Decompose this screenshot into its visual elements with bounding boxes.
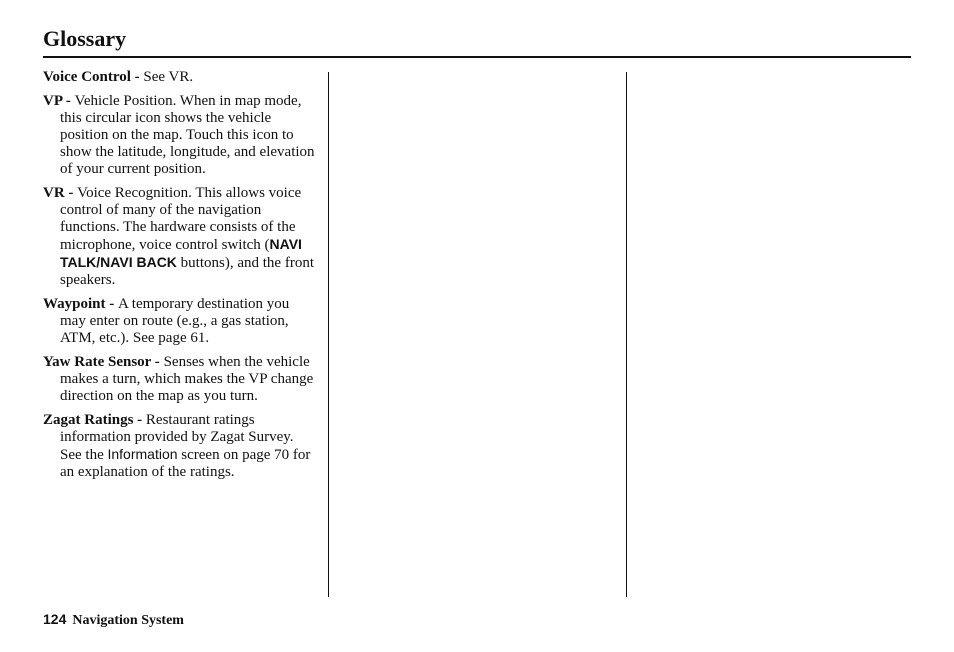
glossary-entry-vr [43,185,315,289]
entry-text: screen on page 70 for an explanation of the ratings. [60,447,311,480]
entry-term: Zagat Ratings - [43,412,146,428]
information-screen-label: Information [107,446,178,462]
glossary-entry-yaw-rate-sensor [43,354,315,405]
entry-text: See VR. [143,69,194,85]
glossary-entry-vp [43,93,315,178]
page-footer [43,611,184,629]
entry-term: Yaw Rate Sensor - [43,354,164,370]
entry-term: Voice Control - [43,69,144,85]
entry-text: buttons), and the front speakers. [60,255,314,288]
glossary-entry-zagat-ratings [43,412,315,481]
footer-section-name: Navigation System [72,613,184,628]
glossary-column [43,69,315,488]
column-divider-2 [626,72,627,597]
entry-text: A temporary destination you may enter on route (e.g., a gas station, ATM, etc.). See page 61. [60,296,290,346]
glossary-entry-waypoint [43,296,315,347]
page-title: Glossary [43,26,127,51]
entry-term: Waypoint - [43,296,119,312]
entry-term: VR - [43,185,78,201]
page-number: 124 [43,611,67,627]
entry-text: Restaurant ratings information provided by Zagat Survey. See the [60,412,294,463]
navi-talk-back-button-label: NAVI TALK/NAVI BACK [60,236,302,270]
title-rule [43,56,911,58]
entry-text: Senses when the vehicle makes a turn, which makes the VP change direction on the map as you turn. [60,354,314,404]
column-divider-1 [328,72,329,597]
glossary-entry-voice-control [43,69,315,86]
entry-text: Voice Recognition. This allows voice control of many of the navigation functions. The hardware consists of the microphone, voice control switch ( [60,185,302,253]
entry-text: Vehicle Position. When in map mode, this circular icon shows the vehicle position on the map. Touch this icon to show the latitude, longitude, and elevation of your current position. [60,93,315,177]
entry-term: VP - [43,93,75,109]
